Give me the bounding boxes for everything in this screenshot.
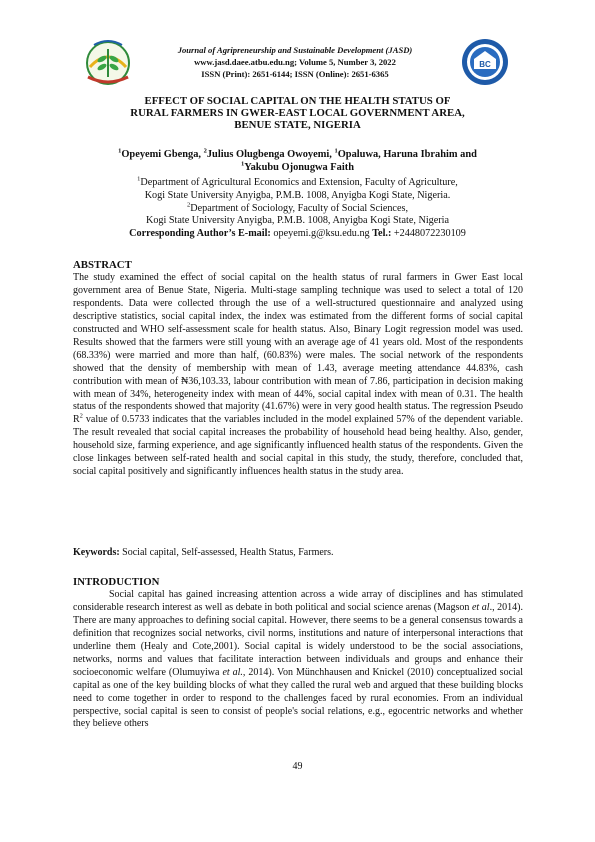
- title-line-3: BENUE STATE, NIGERIA: [234, 119, 361, 132]
- author-3-sup: 1: [334, 147, 338, 155]
- affiliation-1-line-1: Department of Agricultural Economics and Extension, Faculty of Agriculture,: [140, 177, 458, 188]
- keywords: [73, 547, 523, 558]
- journal-logo: [80, 37, 136, 87]
- introduction-heading: INTRODUCTION: [73, 576, 160, 588]
- abstract-section: [73, 259, 523, 479]
- intro-text-2: ., 2014). There are many approaches to defining social capital. However, there seems to be a general consensus towards a definition that recognizes social networks, civil norms, institutions and nature of interpersonal interactions that underline them (Healy and Cote,2001). Social capital is widely understood to be the social associations, networks, norms and values that facilitate interaction between individuals and groups and enhance their socioeconomic welfare (Olumuyiwa: [73, 601, 523, 678]
- abstract-heading: ABSTRACT: [73, 259, 132, 271]
- corresponding-label: Corresponding Author’s E-mail:: [129, 228, 271, 240]
- author-3: Opaluwa, Haruna Ibrahim and: [337, 149, 477, 160]
- affiliations: [80, 177, 515, 241]
- intro-text-1: Social capital has gained increasing attention across a wide array of disciplines and has stimulated considerable research interest as well as debate in both political and social science arenas (Magson: [73, 588, 523, 613]
- affiliation-1-sup: 1: [137, 175, 141, 183]
- author-list: [70, 148, 525, 174]
- journal-header: [140, 44, 450, 80]
- affiliation-2-line-1: Department of Sociology, Faculty of Social Sciences,: [190, 202, 408, 214]
- journal-title: Journal of Agripreneurship and Sustainable Development (JASD): [177, 45, 413, 55]
- affiliation-2-sup: 2: [186, 201, 191, 209]
- affiliation-1-line-2: Kogi State University Anyigba, P.M.B. 1008, Anyigba Kogi State, Nigeria.: [144, 189, 451, 201]
- intro-italic-1: et al: [471, 601, 490, 613]
- introduction-section: [73, 576, 523, 731]
- tel-label: Tel.:: [372, 228, 392, 240]
- author-1: Opeyemi Gbenga,: [121, 149, 204, 160]
- r-squared-sup: 2: [79, 413, 83, 421]
- seal-text: BC: [479, 60, 491, 69]
- abstract-text-b: value of 0.5733 indicates that the variables included in the model explained 57% of the dependent variable. The result revealed that social capital increases the probability of household head being healthy. Also, gender, household size, farming experience, and age significantly influenced health status of the respondents. Given the close linkages between self-rated health and social capital in this study, the study, therefore, concluded that, social capital positively and significantly influences health status in the study area.: [73, 414, 523, 478]
- title-line-2: RURAL FARMERS IN GWER-EAST LOCAL GOVERNMENT AREA,: [130, 107, 465, 120]
- tel-number: +2448072230109: [391, 228, 466, 240]
- affiliation-2-line-2: Kogi State University Anyigba, P.M.B. 1008, Anyigba Kogi State, Nigeria: [145, 215, 450, 227]
- journal-website-line: www.jasd.daee.atbu.edu.ng; Volume 5, Number 3, 2022: [194, 57, 396, 67]
- title-line-1: EFFECT OF SOCIAL CAPITAL ON THE HEALTH STATUS OF: [144, 95, 451, 107]
- author-4: Yakubu Ojonugwa Faith: [244, 162, 354, 173]
- journal-issn-line: ISSN (Print): 2651-6144; ISSN (Online): 2651-6365: [201, 69, 389, 79]
- keywords-text: Social capital, Self-assessed, Health Status, Farmers.: [119, 547, 334, 558]
- author-2: Julius Olugbenga Owoyemi,: [206, 149, 335, 160]
- page-number: 49: [292, 761, 303, 772]
- abstract-text-a: The study examined the effect of social capital on the health status of rural farmers in Gwer East local government area of Benue State, Nigeria. Multi-stage sampling technique was used to select a total of 120 respondents. Data were collected through the use of a well-structured questionnaire and analyzed using descriptive statistics, social capital index, the index was estimated from the different forms of social capital constructed and WHO self-assessment scale for health status. Also, Binary Logit regression model was used. Results showed that the farmers were still young with an average age of 41 years old. Most of the respondents (68.33%) were married and more than half, (60.83%) were males. The social network of the respondents showed that the density of membership with mean of 1.43, average meeting attendance 44.83%, cash contribution with mean of ₦36,103.33, labour contribution with mean of 7.86, participation in decision making with mean of 34%, heterogeneity index with mean of 44%, social capital index with mean of 0.31. The health status of the respondents showed that majority (41.67%) were in very good health status. The regression Pseudo R: [73, 271, 523, 426]
- introduction-paragraph: [73, 589, 523, 731]
- keywords-label: Keywords:: [73, 547, 120, 558]
- author-2-sup: 2: [203, 147, 207, 155]
- intro-italic-2: et al.,: [222, 666, 246, 678]
- abstract-body: [73, 272, 523, 479]
- university-seal: [460, 37, 510, 87]
- author-4-sup: 1: [241, 160, 245, 168]
- paper-title: [80, 95, 515, 132]
- intro-text-3: 2014). Von Münchhausen and Knickel (2010) conceptualized social capital as one of the key building blocks of what they called the rural web and argued that these building blocks need to come together in order to respond to the challenges faced by rural economies. From an individual perspective, social capital is seen to consist of people's social relations, e.g., egocentric networks and whether they believe others: [73, 666, 523, 730]
- corresponding-email[interactable]: opeyemi.g@ksu.edu.ng: [270, 228, 373, 240]
- author-1-sup: 1: [118, 147, 122, 155]
